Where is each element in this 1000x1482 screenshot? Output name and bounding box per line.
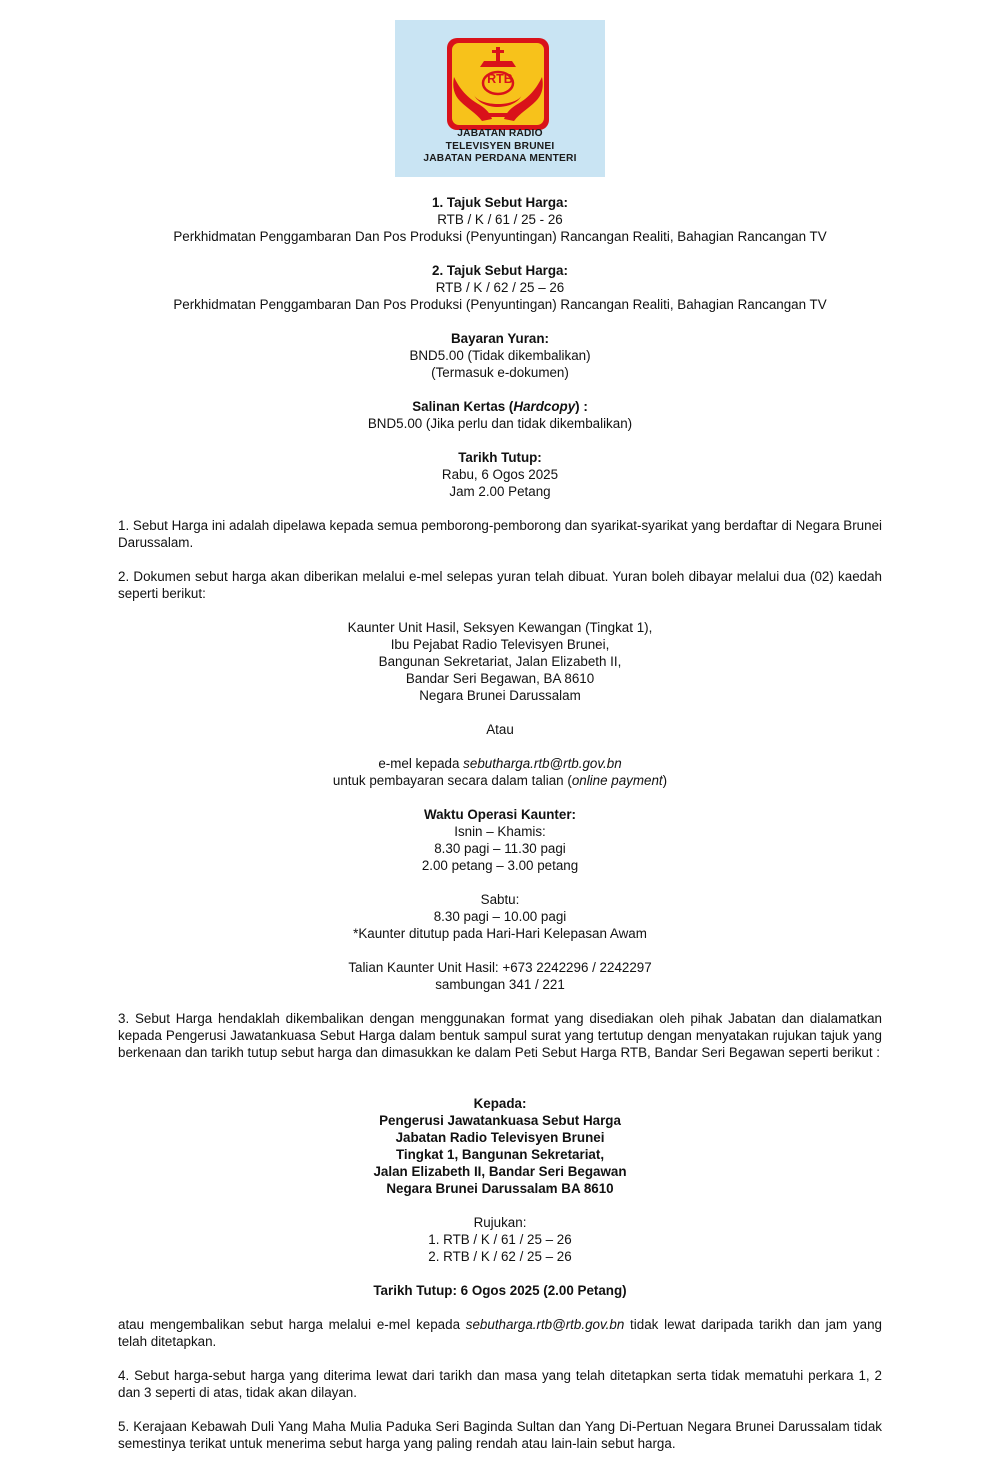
holiday-note: *Kaunter ditutup pada Hari-Hari Kelepasan Awam xyxy=(353,926,647,941)
saturday-hours xyxy=(118,891,882,942)
or-text: Atau xyxy=(486,722,514,737)
quote-section-1 xyxy=(118,194,882,245)
weekday-afternoon: 2.00 petang – 3.00 petang xyxy=(421,858,579,873)
notice-body xyxy=(118,194,882,1452)
phone-line: Talian Kaunter Unit Hasil: +673 2242296 / 2242297 xyxy=(348,960,652,975)
references-heading: Rujukan: xyxy=(473,1215,527,1230)
quote-heading: 1. Tajuk Sebut Harga: xyxy=(432,195,568,210)
paragraph-1: 1. Sebut Harga ini adalah dipelawa kepada semua pemborong-pemborong dan syarikat-syarikat yang berdaftar di Negara Brunei Darussalam. xyxy=(118,518,882,550)
online-line-pre: untuk pembayaran secara dalam talian ( xyxy=(332,773,572,788)
hours-heading: Waktu Operasi Kaunter: xyxy=(423,807,577,822)
fee-amount: BND5.00 (Tidak dikembalikan) xyxy=(409,348,591,363)
address-line: Kaunter Unit Hasil, Seksyen Kewangan (Tingkat 1), xyxy=(347,620,653,635)
paragraph-3: 3. Sebut Harga hendaklah dikembalikan dengan menggunakan format yang disediakan oleh pihak Jabatan dan dialamatkan kepada Pengerusi Jawatankuasa Sebut Harga dalam bentuk sampul surat yang tertutup dengan menyatakan rujukan tajuk yang berkenaan dan tarikh tutup sebut harga dan dimasukkan ke dalam Peti Sebut Harga RTB, Bandar Seri Begawan seperti berikut : xyxy=(118,1011,882,1060)
saturday-time: 8.30 pagi – 10.00 pagi xyxy=(433,909,567,924)
hardcopy-heading xyxy=(118,398,882,415)
closing-date-bold: Tarikh Tutup: 6 Ogos 2025 (2.00 Petang) xyxy=(373,1283,627,1298)
hardcopy-heading-post: ) : xyxy=(575,399,588,414)
quote-section-2 xyxy=(118,262,882,313)
fee-section xyxy=(118,330,882,381)
return-line-pre: atau mengembalikan sebut harga melalui e-mel kepada xyxy=(118,1317,466,1332)
closing-heading: Tarikh Tutup: xyxy=(458,450,542,465)
online-line-post: ) xyxy=(662,773,668,788)
paragraph-2: 2. Dokumen sebut harga akan diberikan melalui e-mel selepas yuran telah dibuat. Yuran boleh dibayar melalui dua (02) kaedah seperti berikut: xyxy=(118,569,882,601)
recipient-line: Jabatan Radio Televisyen Brunei xyxy=(395,1130,605,1145)
address-line: Ibu Pejabat Radio Televisyen Brunei, xyxy=(390,637,610,652)
reference-item: 2. RTB / K / 62 / 25 – 26 xyxy=(428,1249,572,1264)
weekday-morning: 8.30 pagi – 11.30 pagi xyxy=(434,841,566,856)
recipient-address xyxy=(118,1095,882,1197)
fee-note: (Termasuk e-dokumen) xyxy=(431,365,569,380)
phone-info xyxy=(118,959,882,993)
fee-heading: Bayaran Yuran: xyxy=(451,331,549,346)
saturday-label: Sabtu: xyxy=(480,892,520,907)
closing-date: Rabu, 6 Ogos 2025 xyxy=(441,467,559,482)
email-line xyxy=(118,755,882,772)
hardcopy-heading-italic: Hardcopy xyxy=(513,399,576,414)
return-email-link[interactable]: sebutharga.rtb@rtb.gov.bn xyxy=(465,1317,625,1332)
rtb-logo xyxy=(395,20,605,177)
quote-reference: RTB / K / 61 / 25 - 26 xyxy=(437,212,563,227)
closing-section xyxy=(118,449,882,500)
quote-heading: 2. Tajuk Sebut Harga: xyxy=(432,263,568,278)
quote-title: Perkhidmatan Penggambaran Dan Pos Produksi (Penyuntingan) Rancangan Realiti, Bahagian Rancangan TV xyxy=(173,297,827,312)
weekday-label: Isnin – Khamis: xyxy=(454,824,546,839)
online-line-italic: online payment xyxy=(571,773,663,788)
hardcopy-section xyxy=(118,398,882,432)
recipient-heading: Kepada: xyxy=(473,1096,527,1111)
logo-caption-line: JABATAN RADIO xyxy=(457,128,543,139)
phone-ext: sambungan 341 / 221 xyxy=(435,977,565,992)
paragraph-4: 4. Sebut harga-sebut harga yang diterima lewat dari tarikh dan masa yang telah ditetapkan serta tidak mematuhi perkara 1, 2 dan 3 seperti di atas, tidak akan dilayan. xyxy=(118,1368,882,1400)
email-payment xyxy=(118,755,882,789)
address-line: Bangunan Sekretariat, Jalan Elizabeth II, xyxy=(378,654,622,669)
address-line: Bandar Seri Begawan, BA 8610 xyxy=(405,671,595,686)
references xyxy=(118,1214,882,1265)
recipient-line: Negara Brunei Darussalam BA 8610 xyxy=(386,1181,614,1196)
email-line-pre: e-mel kepada xyxy=(378,756,464,771)
return-line-post: tidak lewat daripada tarikh dan jam yang telah ditetapkan. xyxy=(118,1317,882,1349)
counter-address xyxy=(118,619,882,704)
logo-caption-line: TELEVISYEN BRUNEI xyxy=(445,140,555,152)
recipient-line: Jalan Elizabeth II, Bandar Seri Begawan xyxy=(373,1164,627,1179)
logo-caption-line: JABATAN PERDANA MENTERI xyxy=(423,153,577,164)
paragraph-5: 5. Kerajaan Kebawah Duli Yang Maha Mulia Paduka Seri Baginda Sultan dan Yang Di-Pertuan Negara Brunei Darussalam tidak semestinya terikat untuk menerima sebut harga yang paling rendah atau lain-lain sebut harga. xyxy=(118,1419,882,1451)
online-line xyxy=(118,772,882,789)
recipient-line: Tingkat 1, Bangunan Sekretariat, xyxy=(395,1147,605,1162)
closing-time: Jam 2.00 Petang xyxy=(449,484,551,499)
logo-caption xyxy=(395,128,605,166)
hardcopy-amount: BND5.00 (Jika perlu dan tidak dikembalikan) xyxy=(367,416,633,431)
quote-title: Perkhidmatan Penggambaran Dan Pos Produksi (Penyuntingan) Rancangan Realiti, Bahagian Rancangan TV xyxy=(173,229,827,244)
recipient-line: Pengerusi Jawatankuasa Sebut Harga xyxy=(379,1113,621,1128)
emblem-text: RTB xyxy=(487,72,513,86)
address-line: Negara Brunei Darussalam xyxy=(419,688,581,703)
email-link[interactable]: sebutharga.rtb@rtb.gov.bn xyxy=(463,756,622,771)
counter-hours xyxy=(118,806,882,874)
quote-reference: RTB / K / 62 / 25 – 26 xyxy=(435,280,565,295)
hardcopy-heading-pre: Salinan Kertas ( xyxy=(412,399,514,414)
return-line xyxy=(118,1316,882,1350)
reference-item: 1. RTB / K / 61 / 25 – 26 xyxy=(428,1232,572,1247)
